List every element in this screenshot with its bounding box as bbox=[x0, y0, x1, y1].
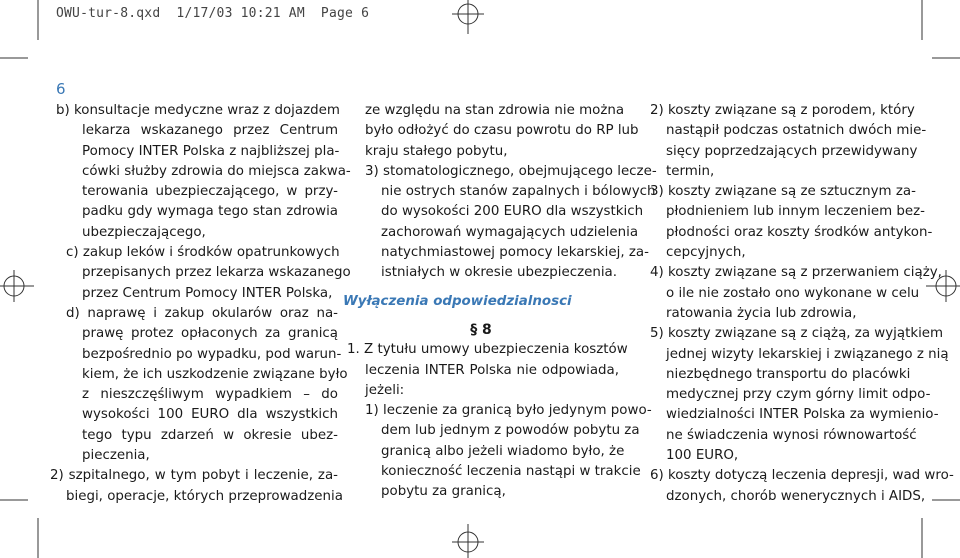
text-column-2 bbox=[343, 101, 657, 503]
registration-mark-top bbox=[448, 0, 488, 36]
text-line: jeżeli: bbox=[365, 382, 405, 398]
text-line: sięcy poprzedzających przewidywany bbox=[666, 143, 918, 159]
text-line: d) naprawę i zakup okularów oraz na- bbox=[66, 305, 338, 321]
text-line: kraju stałego pobytu, bbox=[365, 143, 508, 159]
text-line: terowania ubezpieczającego, w przy- bbox=[82, 184, 338, 200]
text-line: natychmiastowej pomocy lekarskiej, za- bbox=[381, 245, 649, 261]
text-line: nie ostrych stanów zapalnych i bólowych bbox=[381, 184, 656, 200]
text-line: 100 EURO, bbox=[666, 448, 739, 464]
crop-mark-top-right bbox=[920, 0, 960, 60]
text-line: 2) koszty związane są z porodem, który bbox=[650, 103, 915, 118]
spacer bbox=[343, 312, 619, 320]
crop-mark-top-left bbox=[0, 0, 40, 60]
text-line: prawę protez opłaconych za granicą bbox=[82, 326, 338, 342]
text-line: istniałych w okresie ubezpieczenia. bbox=[381, 265, 618, 281]
registration-mark-bottom bbox=[448, 520, 488, 558]
text-line: ubezpieczającego, bbox=[82, 224, 206, 240]
text-line: termin, bbox=[666, 163, 715, 179]
text-line: 5) koszty związane są z ciążą, za wyjątkiem bbox=[650, 326, 944, 342]
slug-page-value: 6 bbox=[361, 6, 370, 21]
text-line: 1) leczenie za granicą było jedynym powo- bbox=[365, 403, 652, 419]
text-line: jednej wizyty lekarskiej i związanego z nią bbox=[666, 346, 949, 362]
text-line: cówki służby zdrowia do miejsca zakwa- bbox=[82, 163, 351, 179]
text-line: płodności oraz koszty środków antykon- bbox=[666, 224, 933, 240]
section-heading: Wyłączenia odpowiedzialnosci bbox=[343, 293, 572, 309]
text-line: padku gdy wymaga tego stan zdrowia bbox=[82, 204, 338, 220]
text-line: dzonych, chorób wenerycznych i AIDS, bbox=[666, 488, 926, 504]
text-line: dem lub jednym z powodów pobytu za bbox=[381, 423, 640, 439]
crop-mark-bottom-left bbox=[0, 498, 40, 558]
text-line: bezpośrednio po wypadku, pod warun- bbox=[82, 346, 342, 362]
text-line: konieczność leczenia nastąpi w trakcie bbox=[381, 464, 641, 480]
text-line: nastąpił podczas ostatnich dwóch mie- bbox=[666, 123, 927, 139]
slug-page-label: Page bbox=[320, 6, 354, 21]
text-line: do wysokości 200 EURO dla wszystkich bbox=[381, 204, 644, 220]
text-line: c) zakup leków i środków opatrunkowych bbox=[66, 245, 340, 261]
text-line: płodnieniem lub innym leczeniem bez- bbox=[666, 204, 926, 220]
paragraph-symbol: § 8 bbox=[470, 321, 492, 338]
text-line: pieczenia, bbox=[82, 448, 150, 464]
text-line: przez Centrum Pomocy INTER Polska, bbox=[82, 285, 333, 301]
registration-mark-left bbox=[0, 266, 36, 306]
spacer bbox=[343, 284, 619, 292]
text-line: medycznej przy czym górny limit odpo- bbox=[666, 387, 931, 403]
column-2-exclusion-lines bbox=[343, 340, 652, 502]
text-line: 1. Z tytułu umowy ubezpieczenia kosztów bbox=[347, 342, 628, 358]
text-line: leczenia INTER Polska nie odpowiada, bbox=[365, 362, 619, 378]
text-line: z nieszczęśliwym wypadkiem – do bbox=[82, 387, 338, 403]
text-line: lekarza wskazanego przez Centrum bbox=[82, 123, 338, 139]
text-line: 3) stomatologicznego, obejmującego lecze- bbox=[365, 163, 657, 179]
page-number: 6 bbox=[56, 80, 66, 98]
text-line: o ile nie zostało ono wykonane w celu bbox=[666, 285, 920, 301]
text-line: granicą albo jeżeli wiadomo było, że bbox=[381, 443, 625, 459]
text-line: cepcyjnych, bbox=[666, 245, 746, 261]
text-line: pobytu za granicą, bbox=[381, 484, 506, 500]
crop-mark-bottom-right bbox=[920, 498, 960, 558]
text-line: 2) szpitalnego, w tym pobyt i leczenie, za- bbox=[50, 468, 338, 484]
text-line: kiem, że ich uszkodzenie związane było bbox=[82, 366, 348, 382]
text-line: przepisanych przez lekarza wskazanego bbox=[82, 265, 351, 281]
slug-time: 10:21 AM bbox=[240, 6, 305, 21]
text-line: 3) koszty związane są ze sztucznym za- bbox=[650, 184, 916, 200]
text-line: wiedzialności INTER Polska za wymienio- bbox=[666, 407, 939, 423]
slug-file: OWU-tur-8.qxd bbox=[56, 6, 161, 21]
slug-line bbox=[56, 6, 369, 21]
text-line: 4) koszty związane są z przerwaniem ciąży, bbox=[650, 265, 942, 281]
text-line: było odłożyć do czasu powrotu do RP lub bbox=[365, 123, 639, 139]
text-line: biegi, operacje, których przeprowadzenia bbox=[66, 488, 343, 504]
slug-date: 1/17/03 bbox=[176, 6, 233, 21]
column-2-intro-lines bbox=[343, 101, 657, 284]
text-column-1 bbox=[50, 101, 351, 507]
text-line: ratowania życia lub zdrowia, bbox=[666, 305, 857, 321]
text-line: Pomocy INTER Polska z najbliższej pla- bbox=[82, 143, 340, 159]
text-line: niezbędnego transportu do placówki bbox=[666, 366, 911, 382]
text-line: b) konsultacje medyczne wraz z dojazdem bbox=[56, 103, 340, 118]
text-line: zachorowań wymagających udzielenia bbox=[381, 224, 639, 240]
text-line: 6) koszty dotyczą leczenia depresji, wad wro- bbox=[650, 468, 954, 484]
text-line: tego typu zdarzeń w okresie ubez- bbox=[82, 427, 338, 443]
text-line: ze względu na stan zdrowia nie można bbox=[365, 103, 625, 118]
text-line: ne świadczenia wynosi równowartość bbox=[666, 427, 917, 443]
text-line: wysokości 100 EURO dla wszystkich bbox=[82, 407, 338, 423]
text-column-3 bbox=[640, 101, 954, 507]
